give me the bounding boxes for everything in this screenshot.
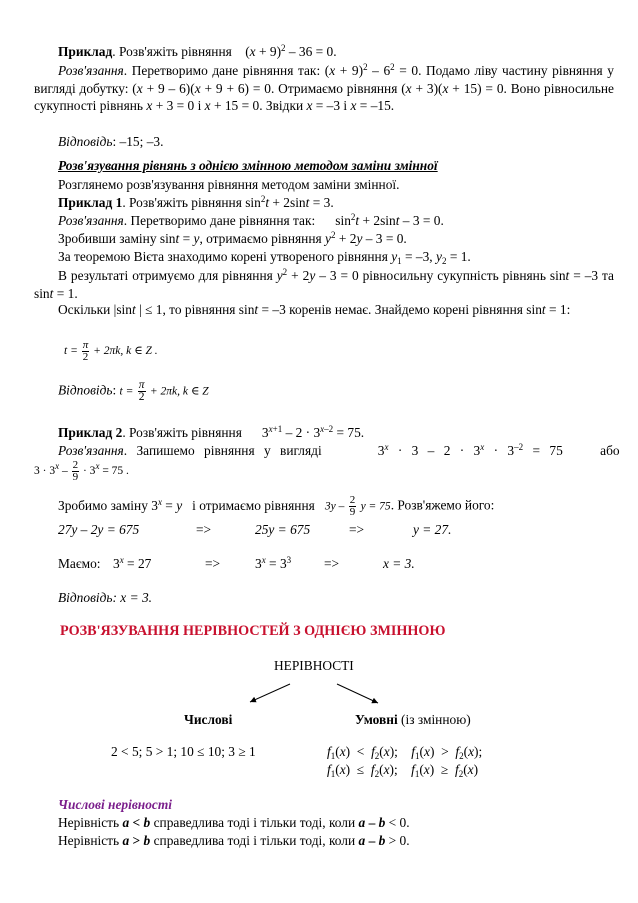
example0-solution-text: . Перетворимо дане рівняння так: $(x + 9)^2 - 6^2 = 0$. Подамо ліву частину рівняння у вигляді добутку: (x + 9 – 6)(x + 9 + 6) = 0. Отримаємо рівняння (x + 3)(x + 15) = 0. Воно рівносильне сукупності рівнянь x + 3 = 0 і x + 15 = 0. Звідки x = –3 і x = –15.	[34, 62, 614, 114]
numeric-rule-2: Нерівність a > b справедлива тоді і тільки тоді, коли a – b > 0.	[58, 833, 410, 848]
right-branch-note: (із змінною)	[397, 712, 471, 727]
example0-equation: $(x + 9)^2 - 36 = 0$.	[245, 43, 337, 59]
arrow-right	[337, 684, 378, 703]
example1-substitution: Зробивши заміну sint = y, отримаємо рівняння $y^2 + 2y - 3 = 0$.	[58, 230, 407, 246]
step-arrow-2: =>	[349, 522, 365, 537]
example2-title: Приклад 2	[58, 425, 123, 440]
right-branch: Умовні	[355, 712, 398, 727]
have-arrow-1: =>	[205, 556, 221, 571]
right-examples-2: $f_1(x) \le f_2(x)$; $f_1(x) \ge f_2(x)$	[327, 762, 479, 779]
formula-lhs: t =	[64, 345, 78, 358]
example1-task-text: . Розв'яжіть рівняння $\sin^2t + 2\sin t = 3$.	[122, 194, 334, 210]
form-end: = 75 .	[99, 465, 129, 478]
form-den: 9	[72, 471, 79, 483]
have2: $3^x = 3^3$	[255, 555, 292, 571]
example0-answer-label: Відповідь	[58, 134, 113, 149]
subst-num: 2	[349, 494, 356, 506]
form-left: 3 · 3	[34, 465, 56, 478]
form-right: · 3	[82, 465, 96, 478]
step3: y = 27.	[413, 522, 452, 537]
right-examples-1: $f_1(x) < f_2(x)$; $f_1(x) > f_2(x)$;	[327, 744, 483, 761]
example2-solution-label: Розв'язання	[58, 443, 124, 458]
numeric-rule-1: Нерівність a < b справедлива тоді і тільки тоді, коли a – b < 0.	[58, 815, 410, 830]
example0-answer-value: : –15; –3.	[112, 134, 164, 149]
subst-eq-right: y = 75	[360, 500, 391, 513]
right-branch-wrap	[355, 712, 471, 728]
formula-den: 2	[82, 351, 89, 363]
formula-num: π	[82, 339, 89, 351]
example1-solution-label: Розв'язання	[58, 213, 124, 228]
example1-solution-text: . Перетворимо дане рівняння так: $\sin^2t + 2\sin t - 3 = 0$.	[123, 212, 444, 228]
example0-solution-label: Розв'язання	[58, 63, 124, 78]
example1-title: Приклад 1	[58, 195, 123, 210]
have3: x = 3.	[383, 556, 415, 571]
step1: 27y – 2y = 675	[58, 522, 140, 537]
subst-eq-left: 3y –	[324, 500, 345, 513]
numeric-inequalities-title: Числові нерівності	[58, 797, 173, 812]
example1-answer-label: Відповідь	[58, 382, 113, 398]
step2: 25y = 675	[255, 522, 311, 537]
example0-title: Приклад	[58, 44, 113, 59]
example1-result: В результаті отримуємо для рівняння $y^2 + 2y - 3 = 0$ рівносильну сукупність рівнянь sint = –3 та sint = 1.	[34, 267, 614, 301]
example2-form: $3 \cdot 3^x$ – $\frac{2}{9}$ · $3^x = 75$ .	[34, 459, 129, 483]
example1-answer-prefix: :	[112, 382, 120, 398]
have1: $3^x = 27$	[113, 555, 152, 571]
example1-bound: Оскільки |sint | ≤ 1, то рівняння sint = –3 коренів немає. Знайдемо корені рівняння sint = 1:	[58, 302, 571, 317]
formula-rhs: + 2πk, k ∈ Z .	[93, 345, 158, 358]
example2-answer-value: : x = 3.	[112, 590, 152, 605]
answer-formula-rhs: + 2πk, k ∈ Z	[149, 385, 209, 398]
tree-root: НЕРІВНОСТІ	[274, 658, 354, 673]
section-substitution-title: Розв'язування рівнянь з однією змінною методом заміни змінної	[58, 158, 438, 173]
section-substitution-intro: Розглянемо розв'язування рівняння методом заміни змінної.	[58, 177, 400, 192]
example2-solution-text: . Запишемо рівняння у вигляді $3^x \cdot 3 - 2 \cdot 3^x \cdot 3^{-2} = 75$ або	[123, 442, 620, 458]
answer-formula-lhs: t =	[119, 385, 134, 398]
step-arrow-1: =>	[196, 522, 212, 537]
subst-den: 9	[349, 506, 356, 518]
example1-vieta: За теоремою Вієта знаходимо корені утвореного рівняння $y_1 = -3$, $y_2 = 1$.	[58, 249, 471, 266]
example2-task-text: . Розв'яжіть рівняння $3^{x+1} - 2 \cdot 3^{x-2} = 75$.	[122, 424, 365, 440]
have-label: Маємо:	[58, 556, 101, 571]
subst-end: . Розв'яжемо його:	[390, 497, 495, 513]
left-branch: Числові	[184, 712, 233, 727]
left-examples: 2 < 5; 5 > 1; 10 ≤ 10; 3 ≥ 1	[111, 744, 256, 759]
section-inequalities-title: РОЗВ'ЯЗУВАННЯ НЕРІВНОСТЕЙ З ОДНІЄЮ ЗМІННОЮ	[60, 623, 446, 639]
answer-formula-num: π	[138, 379, 145, 391]
example0-task: . Розв'яжіть рівняння	[112, 44, 232, 59]
arrow-left	[250, 684, 290, 702]
example2-subst-text: Зробимо заміну $3^x = y$ і отримаємо рівняння	[58, 496, 322, 513]
form-num: 2	[72, 459, 79, 471]
have-arrow-2: =>	[324, 556, 340, 571]
example2-answer-label: Відповідь	[58, 590, 113, 605]
answer-formula-den: 2	[138, 391, 145, 403]
